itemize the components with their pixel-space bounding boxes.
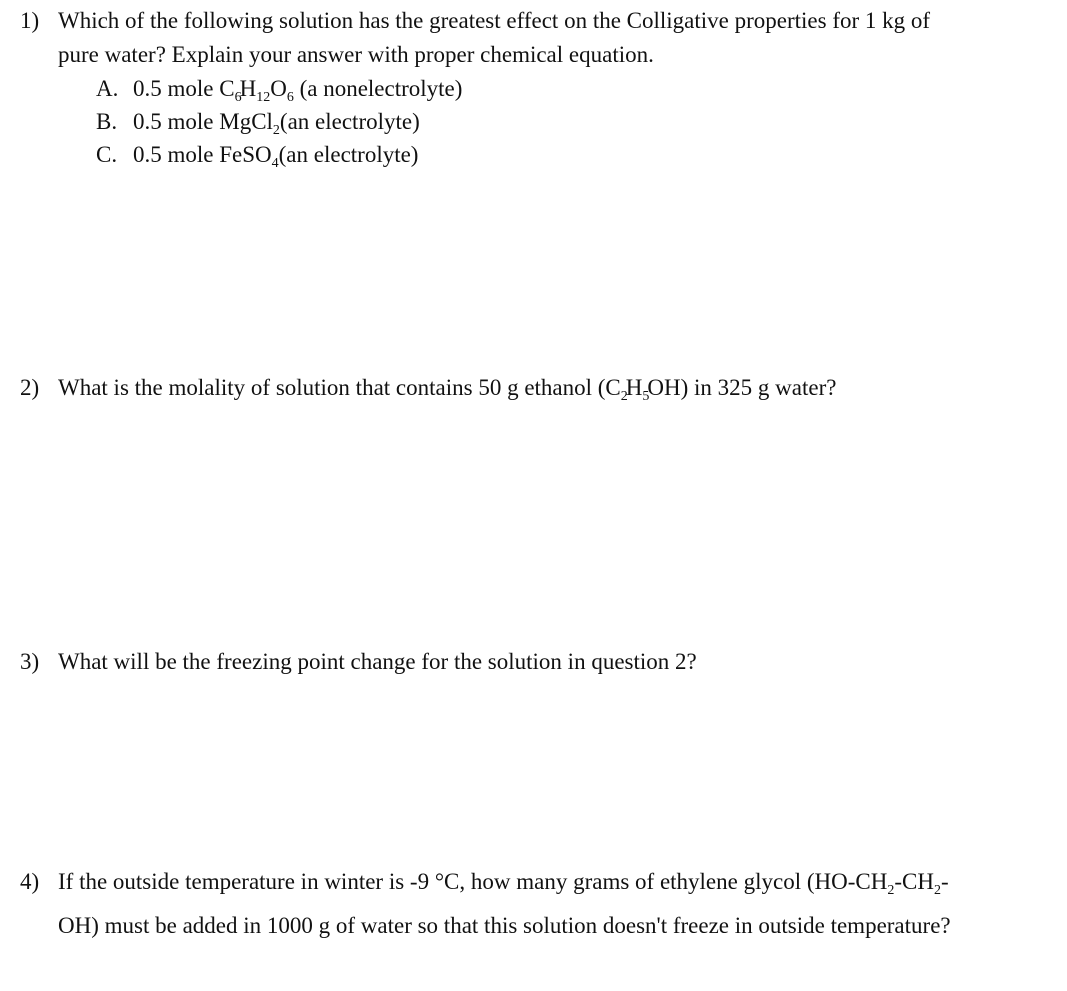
option-text: (an electrolyte) (279, 109, 420, 134)
question-1-line-2 (20, 38, 1050, 72)
subscript: 2 (887, 883, 895, 898)
subscript: 2 (620, 389, 628, 404)
question-number: 3) (20, 649, 40, 674)
option-text: 0.5 mole FeSO (133, 142, 272, 167)
question-3-line-1 (20, 645, 1050, 679)
question-text: OH) must be added in 1000 g of water so that this solution doesn't freeze in outside temperature? (58, 913, 951, 938)
question-1-line-1 (20, 4, 1050, 38)
subscript: 6 (234, 90, 242, 105)
subscript: 4 (271, 156, 279, 171)
subscript: 12 (256, 90, 271, 105)
subscript: 5 (642, 389, 650, 404)
subscript: 6 (286, 90, 294, 105)
option-text: H (239, 76, 257, 101)
question-2 (20, 371, 1050, 405)
option-a (20, 72, 1050, 105)
question-3 (20, 645, 1050, 679)
option-letter: A. (96, 76, 119, 101)
option-b (20, 105, 1050, 138)
question-1 (20, 4, 1050, 171)
question-text: If the outside temperature in winter is -9 °C, how many grams of ethylene glycol (HO-CH (58, 869, 888, 894)
option-text: (an electrolyte) (278, 142, 419, 167)
question-4 (20, 865, 1050, 948)
question-text: H (625, 375, 643, 400)
question-number: 2) (20, 375, 40, 400)
question-number: 4) (20, 869, 40, 894)
question-4-line-2 (20, 904, 1050, 948)
subscript: 2 (272, 123, 280, 138)
option-text: (a nonelectrolyte) (293, 76, 463, 101)
question-4-line-1 (20, 860, 1050, 904)
subscript: 2 (933, 883, 941, 898)
question-text: What will be the freezing point change for the solution in question 2? (58, 649, 697, 674)
option-letter: C. (96, 142, 118, 167)
option-text: 0.5 mole C (133, 76, 235, 101)
question-2-line-1 (20, 371, 1050, 405)
question-text: OH) in 325 g water? (647, 375, 837, 400)
question-text: Which of the following solution has the greatest effect on the Colligative properties for 1 kg of (58, 8, 931, 33)
question-text: -CH (894, 869, 934, 894)
option-text: 0.5 mole MgCl (133, 109, 273, 134)
question-text: What is the molality of solution that contains 50 g ethanol (C (58, 375, 621, 400)
option-letter: B. (96, 109, 118, 134)
option-text: O (270, 76, 287, 101)
option-c (20, 138, 1050, 171)
question-number: 1) (20, 8, 40, 33)
question-text: pure water? Explain your answer with proper chemical equation. (58, 42, 654, 67)
question-text: - (940, 869, 949, 894)
